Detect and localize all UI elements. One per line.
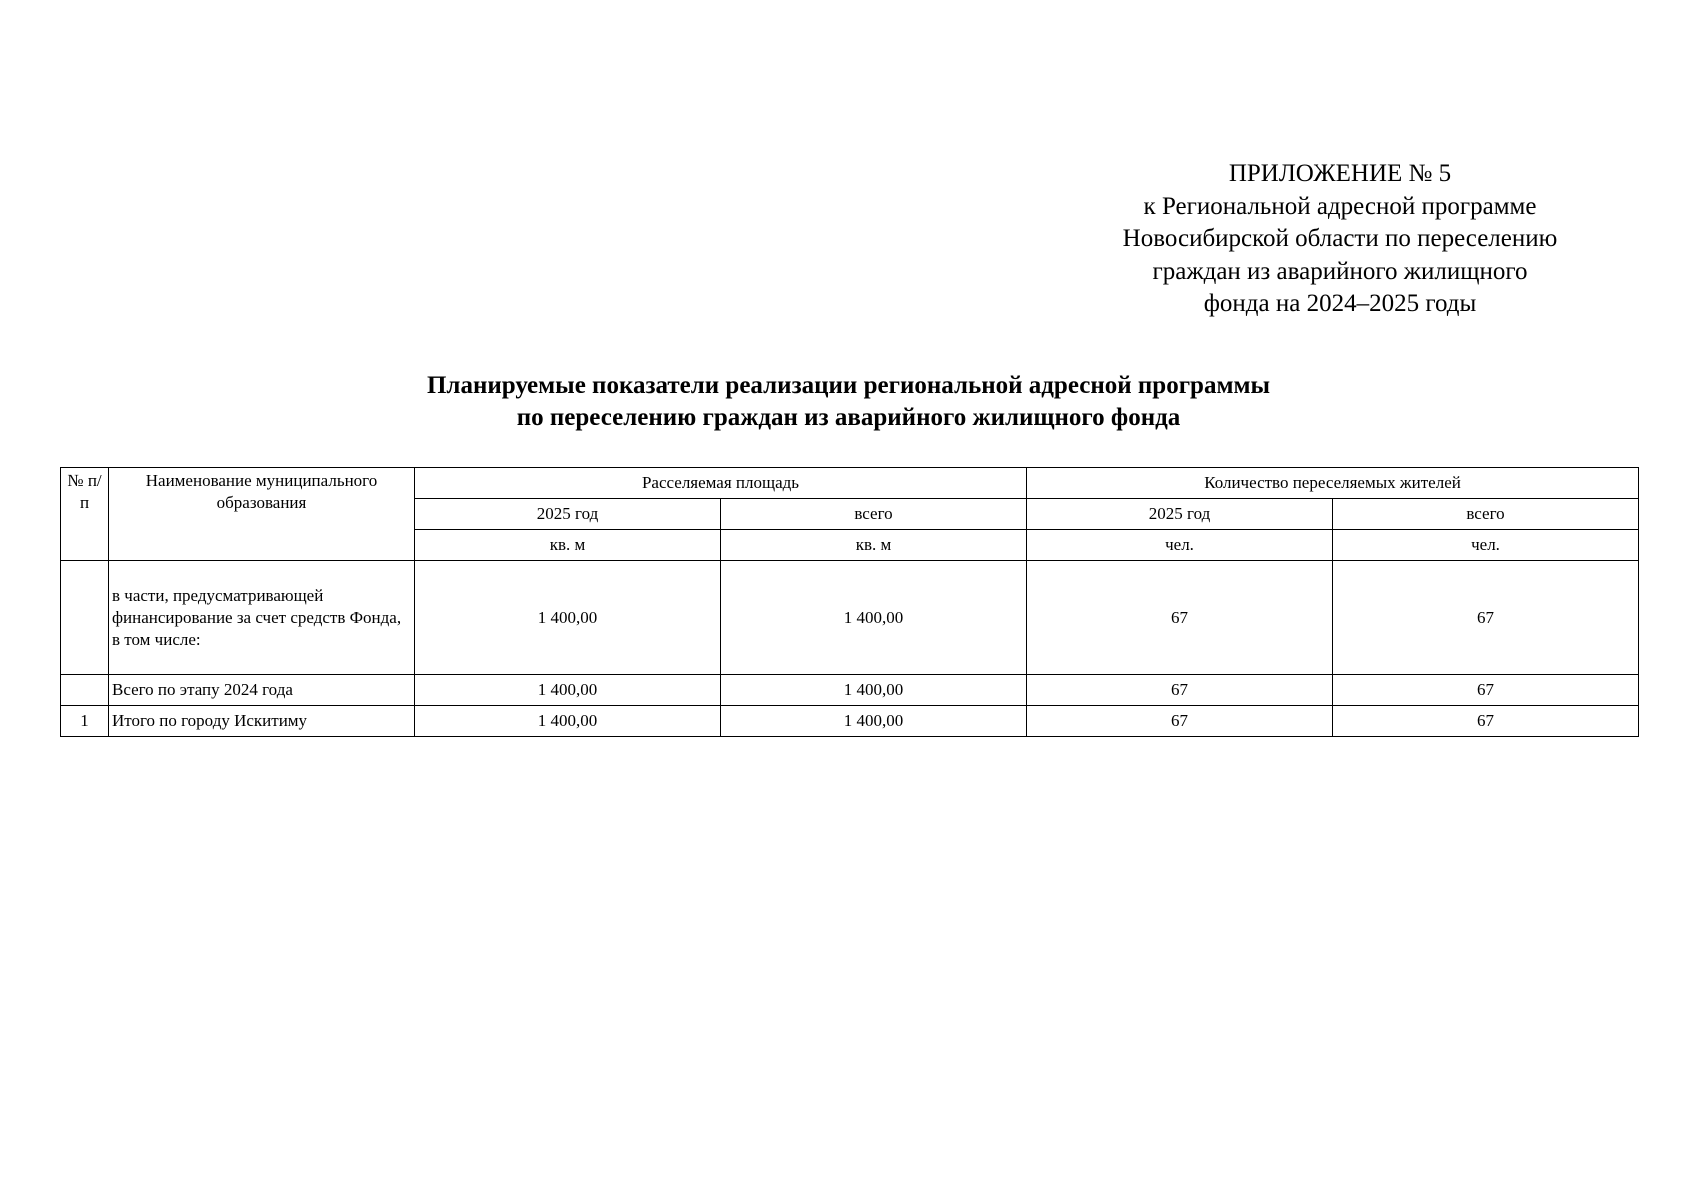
header-area-total: всего <box>721 499 1027 530</box>
header-num: № п/п <box>61 468 109 561</box>
title-line: Планируемые показатели реализации региональной адресной программы <box>426 372 1271 399</box>
appendix-line: к Региональной адресной программе <box>1143 192 1537 220</box>
indicators-table <box>60 467 1639 737</box>
table-row <box>61 706 1639 737</box>
unit-residents-total: чел. <box>1333 530 1639 561</box>
table-row <box>61 561 1639 675</box>
appendix-line: Новосибирской области по переселению <box>1122 225 1558 252</box>
cell-residents-total: 67 <box>1333 675 1639 706</box>
cell-num <box>61 561 109 675</box>
header-residents-year: 2025 год <box>1027 499 1333 530</box>
header-residents-total: всего <box>1333 499 1639 530</box>
cell-area-year: 1 400,00 <box>415 675 721 706</box>
unit-area-year: кв. м <box>415 530 721 561</box>
cell-num <box>61 675 109 706</box>
cell-residents-year: 67 <box>1027 561 1333 675</box>
header-area-year: 2025 год <box>415 499 721 530</box>
cell-num: 1 <box>61 706 109 737</box>
unit-residents-year: чел. <box>1027 530 1333 561</box>
cell-area-total: 1 400,00 <box>721 561 1027 675</box>
header-row <box>61 468 1639 499</box>
cell-residents-total: 67 <box>1333 561 1639 675</box>
document-title <box>0 370 1697 434</box>
cell-name: Итого по городу Искитиму <box>109 706 415 737</box>
appendix-line: ПРИЛОЖЕНИЕ № 5 <box>1228 160 1452 187</box>
unit-area-total: кв. м <box>721 530 1027 561</box>
cell-residents-total: 67 <box>1333 706 1639 737</box>
cell-area-year: 1 400,00 <box>415 706 721 737</box>
appendix-header <box>1080 158 1600 321</box>
header-area-group: Расселяемая площадь <box>415 468 1027 499</box>
title-line: по переселению граждан из аварийного жилищного фонда <box>516 404 1181 431</box>
cell-area-total: 1 400,00 <box>721 706 1027 737</box>
cell-name: Всего по этапу 2024 года <box>109 675 415 706</box>
cell-residents-year: 67 <box>1027 706 1333 737</box>
cell-area-total: 1 400,00 <box>721 675 1027 706</box>
header-municipality: Наименование муниципального образования <box>109 468 415 561</box>
header-residents-group: Количество переселяемых жителей <box>1027 468 1639 499</box>
table-row <box>61 675 1639 706</box>
appendix-line: фонда на 2024–2025 годы <box>1203 290 1477 317</box>
appendix-line: граждан из аварийного жилищного <box>1152 257 1528 285</box>
cell-residents-year: 67 <box>1027 675 1333 706</box>
cell-area-year: 1 400,00 <box>415 561 721 675</box>
cell-name: в части, предусматривающей финансирование за счет средств Фонда, в том числе: <box>109 561 415 675</box>
